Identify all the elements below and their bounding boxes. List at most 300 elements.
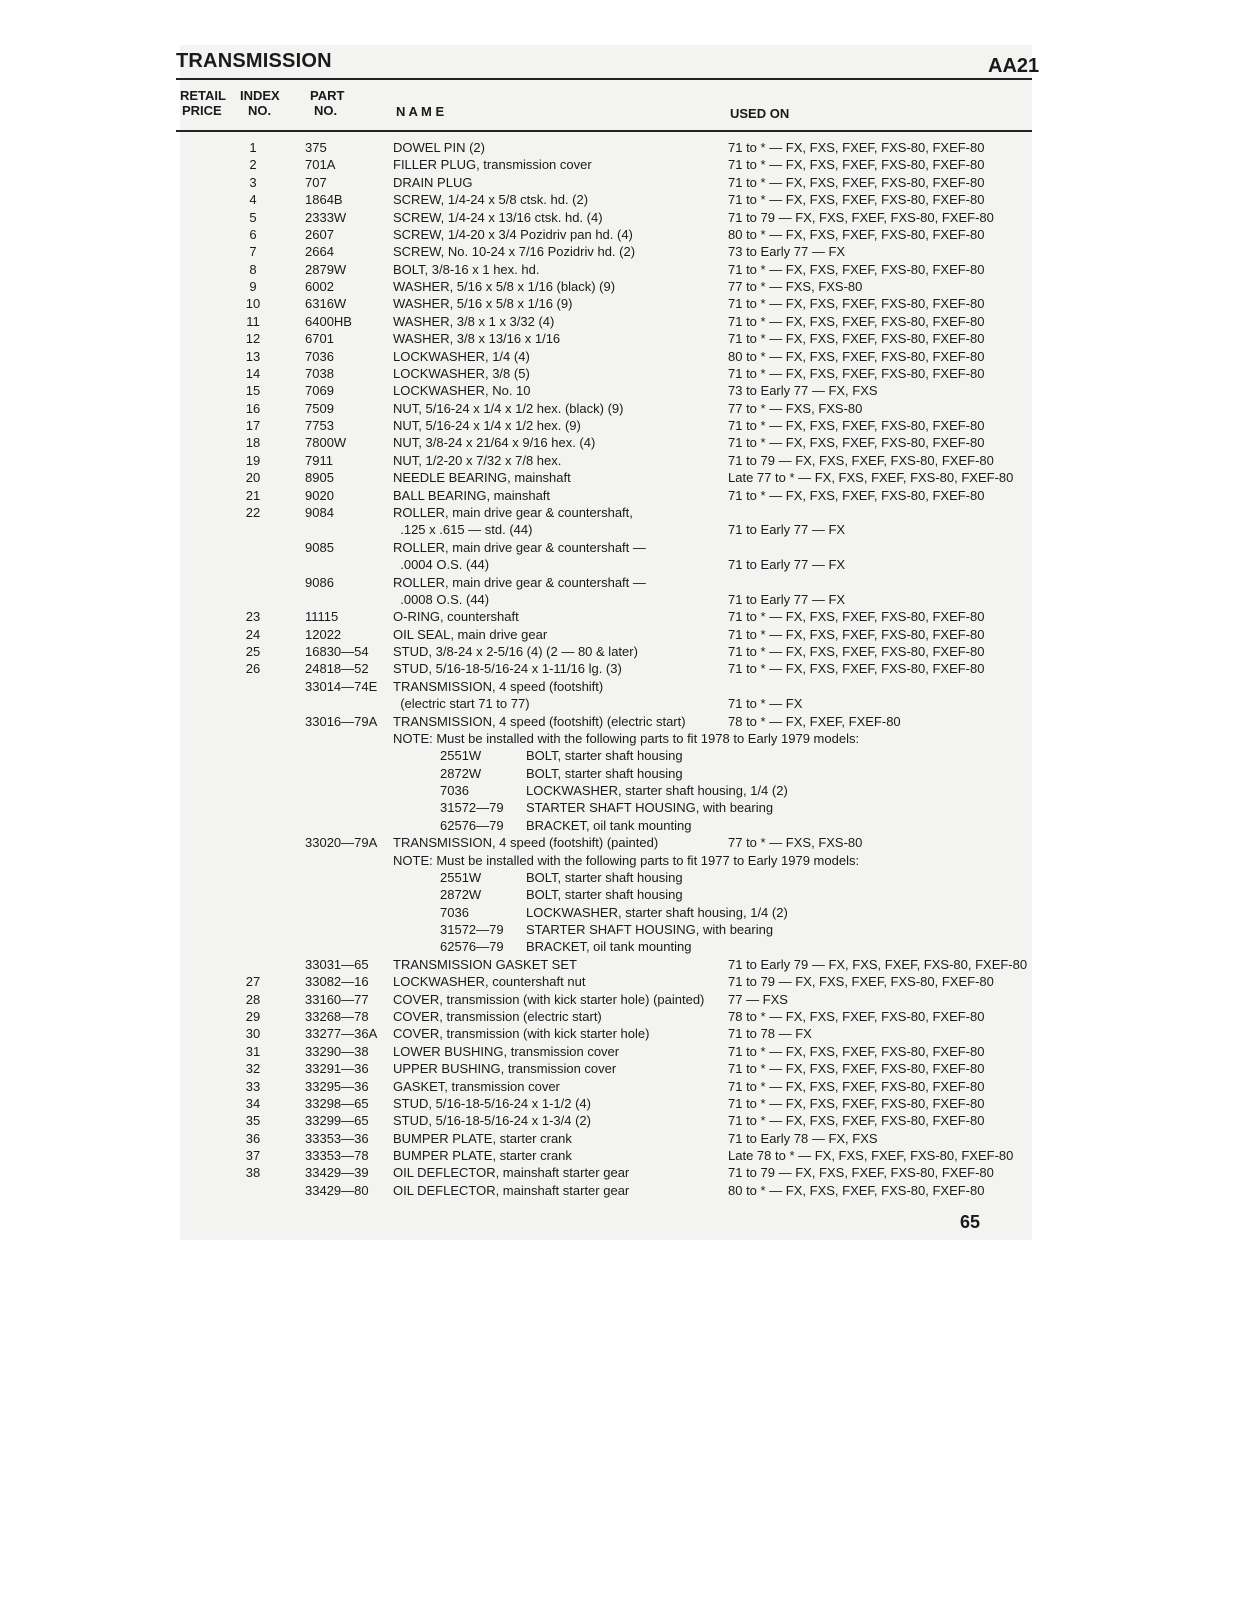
table-row <box>0 626 1237 643</box>
part-name <box>393 1043 718 1060</box>
part-name-label: NUT, 5/16-24 x 1/4 x 1/2 hex. (black) (9) <box>393 400 624 416</box>
part-name <box>393 156 718 173</box>
part-name-label: STUD, 3/8-24 x 2-5/16 (4) (2 — 80 & later) <box>393 644 638 660</box>
part-no: 6316W <box>305 296 347 312</box>
section-code: AA21 <box>988 55 1040 77</box>
top-rule <box>176 78 1032 80</box>
index-no: 37 <box>245 1148 261 1164</box>
part-name-label: NUT, 1/2-20 x 7/32 x 7/8 hex. <box>393 452 562 468</box>
index-no: 11 <box>246 313 260 329</box>
part-name <box>393 643 718 660</box>
used-on: 80 to * — FX, FXS, FXEF, FXS-80, FXEF-80 <box>728 1182 985 1198</box>
part-name-label: STUD, 5/16-18-5/16-24 x 1-11/16 lg. (3) <box>393 661 622 677</box>
part-no: 7509 <box>305 400 334 416</box>
used-on: 71 to * — FX, FXS, FXEF, FXS-80, FXEF-80 <box>728 661 985 677</box>
part-name <box>393 209 718 226</box>
part-name-label: BUMPER PLATE, starter crank <box>393 1130 572 1146</box>
table-row <box>0 261 1237 278</box>
index-no: 2 <box>249 157 257 173</box>
index-no: 35 <box>245 1113 261 1129</box>
index-no: 12 <box>245 331 261 347</box>
note-part-no: 2551W <box>440 748 482 764</box>
part-name-label: COVER, transmission (with kick starter hole) <box>393 1026 650 1042</box>
column-header-part-label: PART <box>310 88 345 103</box>
part-name <box>393 469 718 486</box>
part-name-label: WASHER, 5/16 x 5/8 x 1/16 (black) (9) <box>393 279 616 295</box>
table-row <box>0 139 1237 156</box>
table-row <box>0 574 1237 591</box>
part-no: 2607 <box>305 226 334 242</box>
used-on: 71 to Early 77 — FX <box>728 557 846 573</box>
part-name-label: COVER, transmission (electric start) <box>393 1009 602 1024</box>
index-no: 6 <box>249 226 257 242</box>
part-no: 33268—78 <box>305 1009 369 1024</box>
table-row <box>0 417 1237 434</box>
part-name-label: NUT, 5/16-24 x 1/4 x 1/2 hex. (9) <box>393 418 581 434</box>
part-name-label: GASKET, transmission cover <box>393 1078 560 1094</box>
index-no: 24 <box>245 626 261 642</box>
part-name-label: DOWEL PIN (2) <box>393 140 485 155</box>
part-name <box>393 1008 718 1025</box>
note-part-no: 2872W <box>440 887 482 903</box>
part-name <box>393 1078 718 1095</box>
index-no: 9 <box>249 279 257 295</box>
part-name <box>393 330 718 347</box>
table-row <box>0 1147 1237 1164</box>
part-name <box>393 295 718 312</box>
part-name <box>393 243 718 260</box>
table-row <box>0 904 1237 921</box>
part-name <box>393 278 718 295</box>
part-no: 12022 <box>305 626 342 642</box>
part-name <box>393 556 718 573</box>
used-on: Late 78 to * — FX, FXS, FXEF, FXS-80, FXEF-80 <box>728 1148 1014 1164</box>
table-row <box>0 747 1237 764</box>
part-no: 6002 <box>305 279 334 295</box>
index-no: 28 <box>245 991 261 1007</box>
note-part-name: STARTER SHAFT HOUSING, with bearing <box>526 922 774 938</box>
used-on: 71 to * — FX, FXS, FXEF, FXS-80, FXEF-80 <box>728 1043 985 1059</box>
part-name-label: O-RING, countershaft <box>393 609 519 625</box>
used-on: 78 to * — FX, FXS, FXEF, FXS-80, FXEF-80 <box>728 1009 985 1024</box>
used-on: 71 to * — FX, FXS, FXEF, FXS-80, FXEF-80 <box>728 192 985 208</box>
index-no: 1 <box>249 140 257 155</box>
note-text: NOTE: Must be installed with the following parts to fit 1977 to Early 1979 models: <box>393 852 860 868</box>
part-name-label: ROLLER, main drive gear & countershaft — <box>393 539 646 555</box>
part-name-label: UPPER BUSHING, transmission cover <box>393 1061 617 1077</box>
index-no: 23 <box>245 609 261 625</box>
part-name-label: OIL DEFLECTOR, mainshaft starter gear <box>393 1182 630 1198</box>
part-name-label: .0004 O.S. (44) <box>393 557 490 573</box>
table-row <box>0 852 1237 869</box>
section-title: TRANSMISSION <box>176 50 332 72</box>
column-header-index <box>240 88 280 118</box>
part-no: 7753 <box>305 418 334 434</box>
part-name <box>393 487 718 504</box>
part-name <box>393 261 718 278</box>
table-row <box>0 487 1237 504</box>
part-no: 11115 <box>305 609 339 625</box>
used-on: 77 to * — FXS, FXS-80 <box>728 835 863 851</box>
used-on: 78 to * — FX, FXEF, FXEF-80 <box>728 713 901 729</box>
part-no: 7800W <box>305 435 347 451</box>
table-row <box>0 469 1237 486</box>
used-on: 71 to * — FX, FXS, FXEF, FXS-80, FXEF-80 <box>728 418 985 434</box>
used-on: 77 to * — FXS, FXS-80 <box>728 400 863 416</box>
part-name <box>393 834 718 851</box>
column-header-name: N A M E <box>396 104 445 119</box>
part-name <box>393 348 718 365</box>
note-text: NOTE: Must be installed with the following parts to fit 1978 to Early 1979 models: <box>393 730 860 746</box>
part-name <box>393 313 718 330</box>
index-no: 34 <box>245 1095 261 1111</box>
used-on: 71 to Early 77 — FX <box>728 522 846 538</box>
used-on: 71 to * — FX, FXS, FXEF, FXS-80, FXEF-80 <box>728 609 985 625</box>
table-row <box>0 643 1237 660</box>
used-on: 71 to * — FX, FXS, FXEF, FXS-80, FXEF-80 <box>728 1095 985 1111</box>
part-name <box>393 678 718 695</box>
part-no: 33291—36 <box>305 1061 369 1077</box>
note-part-no: 2551W <box>440 869 482 885</box>
index-no: 21 <box>245 487 261 503</box>
used-on: 71 to * — FX, FXS, FXEF, FXS-80, FXEF-80 <box>728 140 985 155</box>
table-row <box>0 591 1237 608</box>
part-name <box>393 434 718 451</box>
index-no: 15 <box>245 383 261 399</box>
part-name-label: LOCKWASHER, No. 10 <box>393 383 531 399</box>
table-row <box>0 156 1237 173</box>
part-no: 33020—79A <box>305 835 378 851</box>
part-name-label: TRANSMISSION, 4 speed (footshift) <box>393 678 604 694</box>
table-row <box>0 921 1237 938</box>
used-on: 71 to * — FX, FXS, FXEF, FXS-80, FXEF-80 <box>728 296 985 312</box>
index-no: 18 <box>245 435 261 451</box>
used-on: 71 to * — FX, FXS, FXEF, FXS-80, FXEF-80 <box>728 261 985 277</box>
table-row <box>0 938 1237 955</box>
table-row <box>0 209 1237 226</box>
note-part-no: 62576—79 <box>440 817 504 833</box>
part-no: 2333W <box>305 209 347 225</box>
part-name <box>393 695 718 712</box>
note-part-no: 31572—79 <box>440 922 504 938</box>
part-name-label: ROLLER, main drive gear & countershaft — <box>393 574 646 590</box>
part-name <box>393 539 718 556</box>
table-row <box>0 226 1237 243</box>
part-no: 8905 <box>305 470 334 486</box>
used-on: 71 to 79 — FX, FXS, FXEF, FXS-80, FXEF-80 <box>728 1165 994 1181</box>
part-no: 1864B <box>305 192 343 208</box>
index-no: 10 <box>245 296 261 312</box>
part-name-label: BOLT, 3/8-16 x 1 hex. hd. <box>393 261 540 277</box>
part-name <box>393 626 718 643</box>
used-on: 80 to * — FX, FXS, FXEF, FXS-80, FXEF-80 <box>728 348 985 364</box>
index-no: 7 <box>249 244 257 260</box>
column-header-price: PRICE <box>182 103 222 118</box>
part-no: 33160—77 <box>305 991 369 1007</box>
table-row <box>0 1078 1237 1095</box>
table-row <box>0 678 1237 695</box>
part-no: 33016—79A <box>305 713 378 729</box>
part-name-label: (electric start 71 to 77) <box>393 696 530 712</box>
part-name <box>393 660 718 677</box>
table-row <box>0 539 1237 556</box>
part-no: 33429—80 <box>305 1182 369 1198</box>
part-name <box>393 1095 718 1112</box>
note-part-no: 7036 <box>440 904 469 920</box>
used-on: 71 to * — FX, FXS, FXEF, FXS-80, FXEF-80 <box>728 1078 985 1094</box>
table-row <box>0 278 1237 295</box>
table-row <box>0 713 1237 730</box>
index-no: 38 <box>245 1165 261 1181</box>
table-row <box>0 365 1237 382</box>
part-no: 33295—36 <box>305 1078 369 1094</box>
table-row <box>0 973 1237 990</box>
column-header-index-no: NO. <box>248 103 272 118</box>
index-no: 22 <box>245 504 261 520</box>
index-no: 3 <box>249 174 257 190</box>
part-name-label: SCREW, 1/4-24 x 5/8 ctsk. hd. (2) <box>393 192 589 208</box>
index-no: 36 <box>245 1130 261 1146</box>
part-no: 2879W <box>305 261 347 277</box>
index-no: 25 <box>245 644 261 660</box>
page-number: 65 <box>960 1212 981 1232</box>
table-row <box>0 695 1237 712</box>
part-no: 2664 <box>305 244 334 260</box>
part-name <box>393 382 718 399</box>
table-row <box>0 313 1237 330</box>
index-no: 16 <box>245 400 261 416</box>
used-on: 71 to 79 — FX, FXS, FXEF, FXS-80, FXEF-80 <box>728 974 994 990</box>
part-name <box>393 591 718 608</box>
note-part-name: STARTER SHAFT HOUSING, with bearing <box>526 800 774 816</box>
table-row <box>0 765 1237 782</box>
part-no: 7038 <box>305 365 334 381</box>
part-name-label: BUMPER PLATE, starter crank <box>393 1148 572 1164</box>
used-on: 71 to * — FX, FXS, FXEF, FXS-80, FXEF-80 <box>728 331 985 347</box>
index-no: 27 <box>245 974 261 990</box>
note-part-name: BRACKET, oil tank mounting <box>526 939 692 955</box>
part-name-label: SCREW, 1/4-20 x 3/4 Pozidriv pan hd. (4) <box>393 226 633 242</box>
index-no: 26 <box>245 661 261 677</box>
part-no: 33298—65 <box>305 1095 369 1111</box>
part-name <box>393 1182 718 1199</box>
table-row <box>0 174 1237 191</box>
part-name <box>393 226 718 243</box>
used-on: 71 to * — FX, FXS, FXEF, FXS-80, FXEF-80 <box>728 487 985 503</box>
used-on: 71 to * — FX, FXS, FXEF, FXS-80, FXEF-80 <box>728 365 985 381</box>
index-no: 5 <box>249 209 257 225</box>
index-no: 4 <box>249 192 257 208</box>
table-row <box>0 834 1237 851</box>
part-no: 33353—36 <box>305 1130 369 1146</box>
part-no: 33014—74E <box>305 678 378 694</box>
table-row <box>0 243 1237 260</box>
used-on: 71 to * — FX, FXS, FXEF, FXS-80, FXEF-80 <box>728 626 985 642</box>
used-on: Late 77 to * — FX, FXS, FXEF, FXS-80, FXEF-80 <box>728 470 1014 486</box>
part-name <box>393 174 718 191</box>
index-no: 8 <box>249 261 257 277</box>
part-name-label: LOWER BUSHING, transmission cover <box>393 1043 620 1059</box>
used-on: 71 to * — FX, FXS, FXEF, FXS-80, FXEF-80 <box>728 174 985 190</box>
part-name <box>393 139 718 156</box>
part-name <box>393 1060 718 1077</box>
part-name <box>393 1025 718 1042</box>
part-no: 6400HB <box>305 313 352 329</box>
table-row <box>0 886 1237 903</box>
index-no: 31 <box>245 1043 261 1059</box>
part-name-label: TRANSMISSION, 4 speed (footshift) (painted) <box>393 835 659 851</box>
table-row <box>0 608 1237 625</box>
part-name <box>393 1112 718 1129</box>
table-row <box>0 452 1237 469</box>
header-rule <box>176 130 1032 132</box>
part-no: 701A <box>305 157 336 173</box>
part-name-label: OIL SEAL, main drive gear <box>393 626 548 642</box>
table-row <box>0 504 1237 521</box>
index-no: 13 <box>245 348 261 364</box>
part-name-label: BALL BEARING, mainshaft <box>393 487 551 503</box>
part-no: 707 <box>305 174 327 190</box>
table-row <box>0 1112 1237 1129</box>
part-name-label: COVER, transmission (with kick starter hole) (painted) <box>393 991 705 1007</box>
part-name <box>393 504 718 521</box>
index-no: 33 <box>245 1078 261 1094</box>
column-header-part-no: NO. <box>314 103 338 118</box>
part-no: 6701 <box>305 331 334 347</box>
part-name-label: DRAIN PLUG <box>393 174 473 190</box>
part-name-label: NUT, 3/8-24 x 21/64 x 9/16 hex. (4) <box>393 435 596 451</box>
part-name <box>393 400 718 417</box>
table-row <box>0 782 1237 799</box>
part-no: 33031—65 <box>305 956 369 972</box>
index-no: 29 <box>245 1009 261 1024</box>
note-part-no: 31572—79 <box>440 800 504 816</box>
part-no: 9020 <box>305 487 334 503</box>
part-name <box>393 991 718 1008</box>
part-name-label: STUD, 5/16-18-5/16-24 x 1-3/4 (2) <box>393 1113 591 1129</box>
used-on: 71 to Early 77 — FX <box>728 591 846 607</box>
part-name-label: OIL DEFLECTOR, mainshaft starter gear <box>393 1165 630 1181</box>
used-on: 73 to Early 77 — FX <box>728 244 846 260</box>
table-row <box>0 295 1237 312</box>
used-on: 71 to 78 — FX <box>728 1026 812 1042</box>
note-part-no: 2872W <box>440 765 482 781</box>
used-on: 71 to * — FX, FXS, FXEF, FXS-80, FXEF-80 <box>728 157 985 173</box>
part-name-label: LOCKWASHER, 1/4 (4) <box>393 348 530 364</box>
table-row <box>0 660 1237 677</box>
table-row <box>0 799 1237 816</box>
part-name-label: SCREW, 1/4-24 x 13/16 ctsk. hd. (4) <box>393 209 603 225</box>
part-no: 33299—65 <box>305 1113 369 1129</box>
table-row <box>0 991 1237 1008</box>
part-name-label: NEEDLE BEARING, mainshaft <box>393 470 571 486</box>
table-row <box>0 434 1237 451</box>
part-no: 33277—36A <box>305 1026 378 1042</box>
table-row <box>0 1043 1237 1060</box>
note-part-name: BOLT, starter shaft housing <box>526 887 683 903</box>
table-row <box>0 348 1237 365</box>
used-on: 71 to * — FX, FXS, FXEF, FXS-80, FXEF-80 <box>728 1061 985 1077</box>
index-no: 20 <box>245 470 261 486</box>
note-part-name: BRACKET, oil tank mounting <box>526 817 692 833</box>
note-part-name: BOLT, starter shaft housing <box>526 748 683 764</box>
table-row <box>0 1095 1237 1112</box>
used-on: 71 to * — FX, FXS, FXEF, FXS-80, FXEF-80 <box>728 435 985 451</box>
table-row <box>0 556 1237 573</box>
used-on: 71 to * — FX, FXS, FXEF, FXS-80, FXEF-80 <box>728 1113 985 1129</box>
part-no: 9085 <box>305 539 334 555</box>
table-row <box>0 730 1237 747</box>
part-name <box>393 713 718 730</box>
index-no: 32 <box>245 1061 261 1077</box>
note-part-name: LOCKWASHER, starter shaft housing, 1/4 (2) <box>526 783 788 799</box>
used-on: 73 to Early 77 — FX, FXS <box>728 383 878 399</box>
table-row <box>0 869 1237 886</box>
part-name <box>393 191 718 208</box>
part-no: 33290—38 <box>305 1043 369 1059</box>
used-on: 77 to * — FXS, FXS-80 <box>728 279 863 295</box>
part-name-label: .125 x .615 — std. (44) <box>393 522 533 538</box>
used-on: 80 to * — FX, FXS, FXEF, FXS-80, FXEF-80 <box>728 226 985 242</box>
part-no: 7036 <box>305 348 334 364</box>
part-name-label: LOCKWASHER, 3/8 (5) <box>393 365 530 381</box>
column-header-used-on: USED ON <box>730 106 790 121</box>
part-name-label: TRANSMISSION, 4 speed (footshift) (electric start) <box>393 713 686 729</box>
table-row <box>0 1130 1237 1147</box>
index-no: 30 <box>245 1026 261 1042</box>
table-row <box>0 400 1237 417</box>
part-name-label: LOCKWASHER, countershaft nut <box>393 974 586 990</box>
used-on: 71 to * — FX, FXS, FXEF, FXS-80, FXEF-80 <box>728 313 985 329</box>
part-no: 33353—78 <box>305 1148 369 1164</box>
used-on: 71 to Early 78 — FX, FXS <box>728 1130 878 1146</box>
part-name <box>393 1147 718 1164</box>
part-no: 33082—16 <box>305 974 369 990</box>
table-row <box>0 956 1237 973</box>
table-row <box>0 817 1237 834</box>
part-no: 7911 <box>305 452 333 468</box>
note-part-no: 7036 <box>440 783 469 799</box>
note-part-no: 62576—79 <box>440 939 504 955</box>
part-no: 9086 <box>305 574 334 590</box>
used-on: 71 to 79 — FX, FXS, FXEF, FXS-80, FXEF-80 <box>728 452 994 468</box>
part-no: 375 <box>305 140 327 155</box>
part-no: 16830—54 <box>305 644 369 660</box>
note-part-name: BOLT, starter shaft housing <box>526 765 683 781</box>
column-header-index-label: INDEX <box>240 88 280 103</box>
used-on: 71 to 79 — FX, FXS, FXEF, FXS-80, FXEF-80 <box>728 209 994 225</box>
part-name <box>393 574 718 591</box>
part-no: 33429—39 <box>305 1165 369 1181</box>
part-name-label: TRANSMISSION GASKET SET <box>393 956 577 972</box>
part-name <box>393 956 718 973</box>
table-row <box>0 1008 1237 1025</box>
used-on: 77 — FXS <box>728 991 788 1007</box>
table-row <box>0 191 1237 208</box>
table-row <box>0 382 1237 399</box>
part-name-label: WASHER, 3/8 x 1 x 3/32 (4) <box>393 313 555 329</box>
part-name-label: FILLER PLUG, transmission cover <box>393 157 592 173</box>
note-part-name: BOLT, starter shaft housing <box>526 869 683 885</box>
index-no: 19 <box>245 452 261 468</box>
part-name <box>393 1130 718 1147</box>
part-no: 24818—52 <box>305 661 369 677</box>
column-header-retail: RETAIL <box>180 88 226 103</box>
table-row <box>0 1025 1237 1042</box>
part-name <box>393 365 718 382</box>
table-row <box>0 1060 1237 1077</box>
used-on: 71 to * — FX, FXS, FXEF, FXS-80, FXEF-80 <box>728 644 985 660</box>
